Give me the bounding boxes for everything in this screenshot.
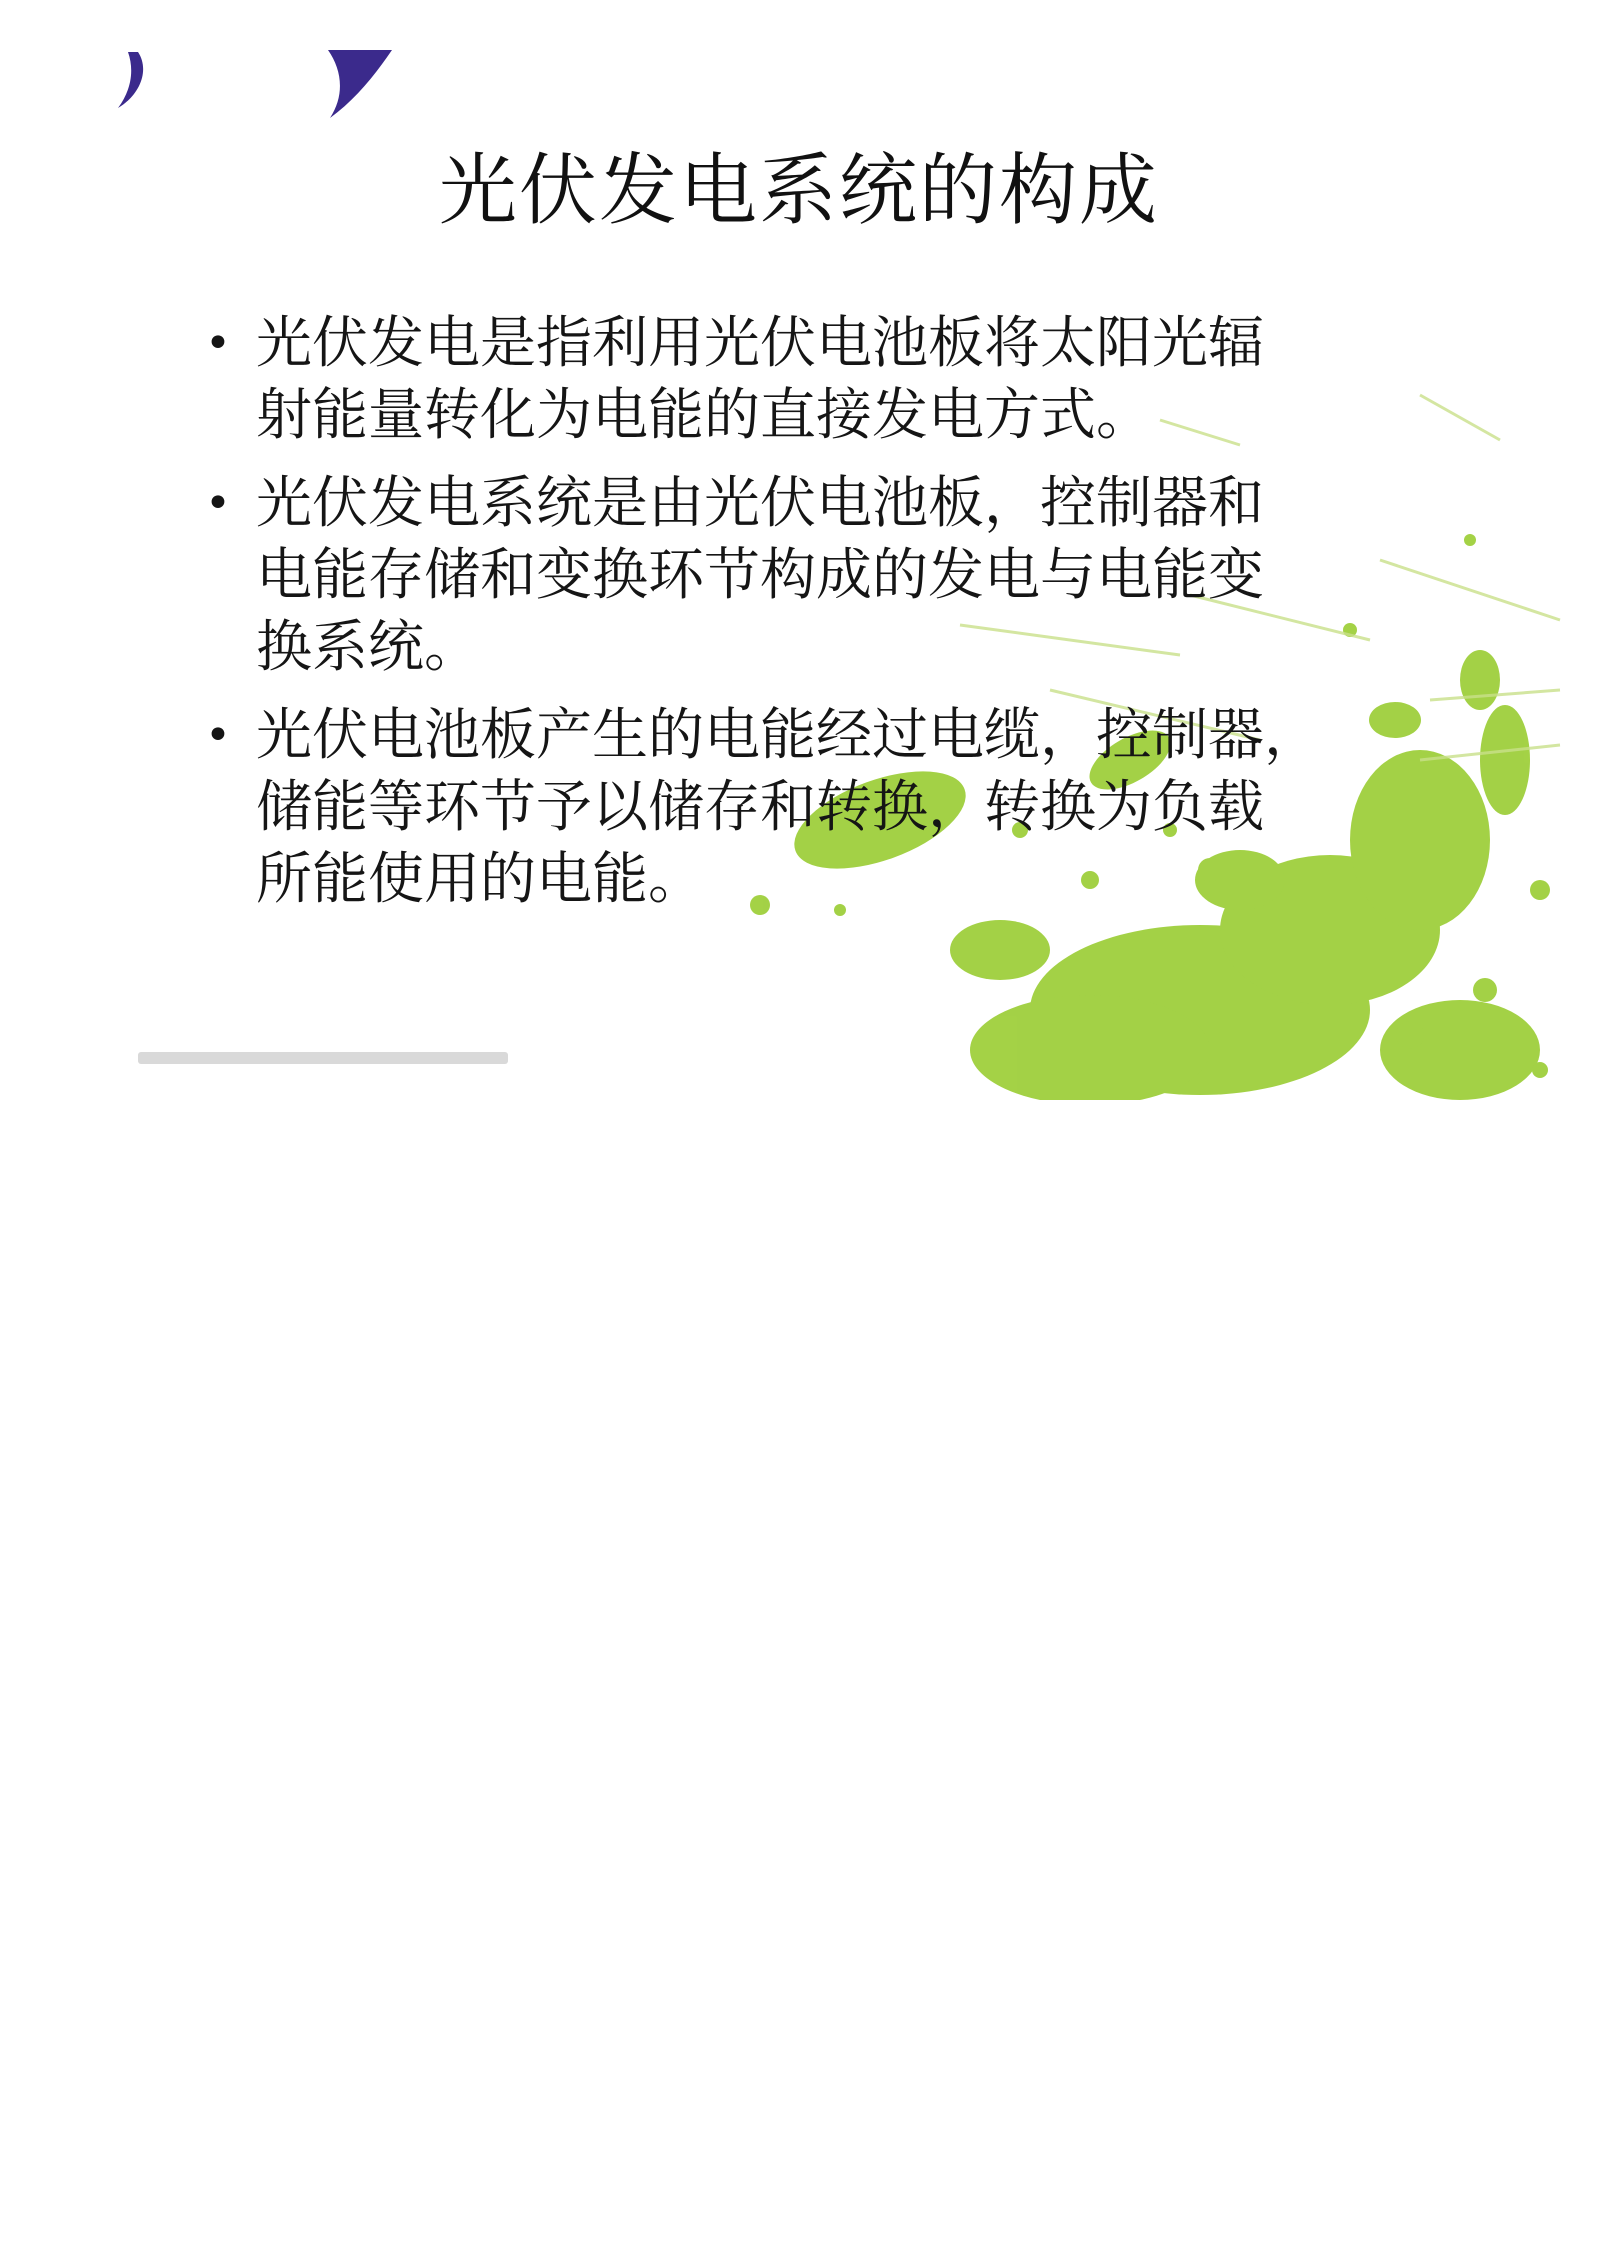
- bullet-text-line: 光伏发电系统是由光伏电池板，控制器和: [256, 471, 1264, 536]
- bullet-text-line: 射能量转化为电能的直接发电方式。: [256, 383, 1152, 448]
- purple-swoosh-right: [328, 50, 392, 118]
- bullet-icon: •: [205, 318, 231, 369]
- bullet-text-line: 电能存储和变换环节构成的发电与电能变: [256, 543, 1264, 608]
- bullet-text-line: 换系统。: [256, 615, 480, 680]
- bullet-item: [198, 700, 1398, 916]
- watermark-smudge: [138, 1052, 508, 1064]
- bullet-text-line: 光伏电池板产生的电能经过电缆，控制器，: [256, 703, 1320, 768]
- slide: [0, 0, 1598, 1100]
- page-title: 光伏发电系统的构成: [438, 146, 1159, 236]
- bullet-item: [198, 308, 1398, 452]
- bullet-text-line: 光伏发电是指利用光伏电池板将太阳光辐: [256, 311, 1264, 376]
- bullet-text-line: 储能等环节予以储存和转换，转换为负载: [256, 775, 1264, 840]
- bullet-list: [198, 308, 1398, 932]
- purple-swoosh-left: [118, 52, 143, 108]
- bullet-item: [198, 468, 1398, 684]
- bullet-icon: •: [205, 710, 231, 761]
- bullet-text-line: 所能使用的电能。: [256, 847, 704, 912]
- bullet-icon: •: [205, 478, 231, 529]
